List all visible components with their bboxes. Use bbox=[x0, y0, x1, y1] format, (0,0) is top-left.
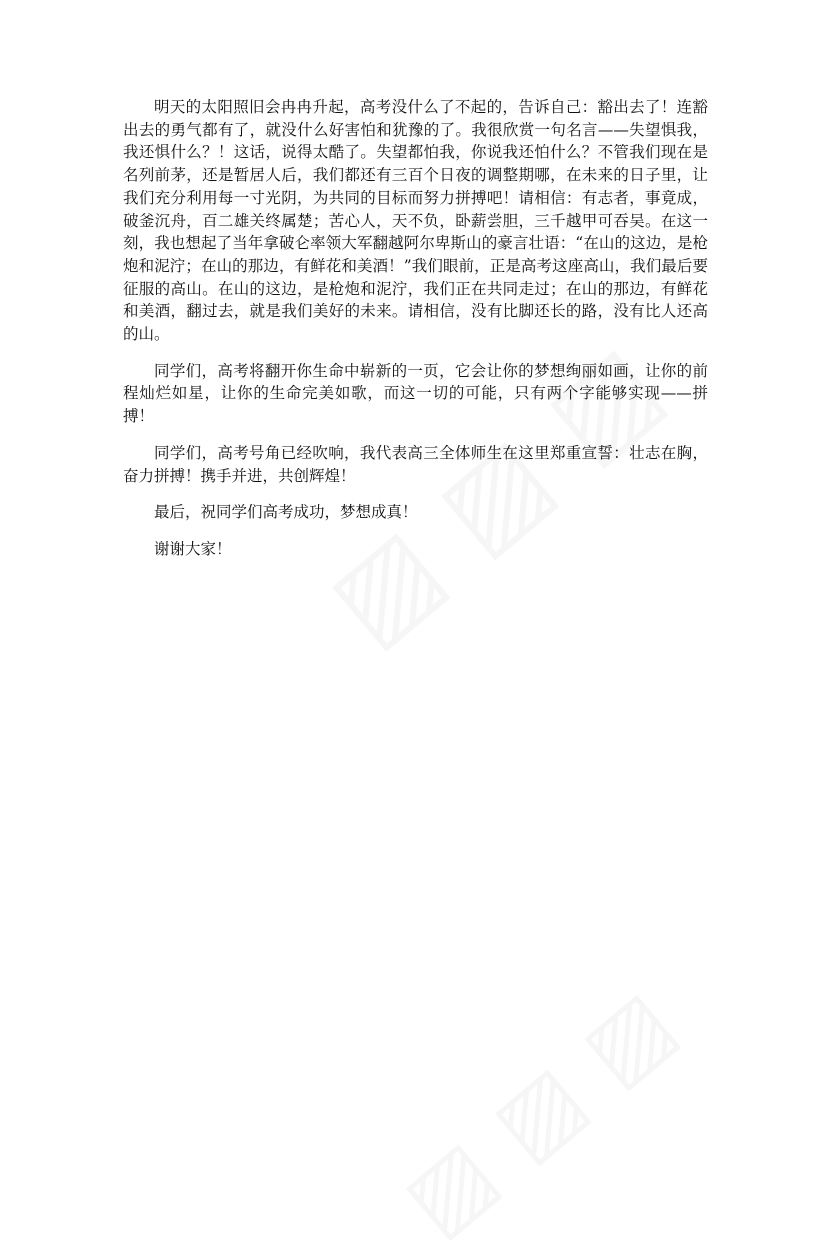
paragraph: 明天的太阳照旧会冉冉升起，高考没什么了不起的，告诉自己：豁出去了！连豁出去的勇气都有了，就没什么好害怕和犹豫的了。我很欣赏一句名言——失望惧我，我还惧什么？！这话，说得太酷了。失望都怕我，你说我还怕什么？不管我们现在是名列前茅，还是暂居人后，我们都还有三百个日夜的调整期哪，在未来的日子里，让我们充分利用每一寸光阴，为共同的目标而努力拼搏吧！请相信：有志者，事竟成，破釜沉舟，百二雄关终属楚；苦心人，天不负，卧薪尝胆，三千越甲可吞吴。在这一刻，我也想起了当年拿破仑率领大军翻越阿尔卑斯山的豪言壮语：“在山的这边，是枪炮和泥泞；在山的那边，有鲜花和美酒！”我们眼前，正是高考这座高山，我们最后要征服的高山。在山的这边，是枪炮和泥泞，我们正在共同走过；在山的那边，有鲜花和美酒，翻过去，就是我们美好的未来。请相信，没有比脚还长的路，没有比人还高的山。 bbox=[123, 98, 708, 344]
watermark bbox=[383, 970, 694, 1255]
paragraph: 同学们，高考将翻开你生命中崭新的一页，它会让你的梦想绚丽如画，让你的前程灿烂如星，让你的生命完美如歌，而这一切的可能，只有两个字能够实现——拼搏！ bbox=[123, 361, 708, 426]
paragraph: 同学们，高考号角已经吹响，我代表高三全体师生在这里郑重宣誓：壮志在胸，奋力拼搏！携手并进，共创辉煌！ bbox=[123, 443, 708, 485]
document-body bbox=[123, 96, 708, 575]
paragraph: 最后，祝同学们高考成功，梦想成真！ bbox=[154, 503, 418, 522]
paragraph: 谢谢大家！ bbox=[154, 539, 232, 558]
